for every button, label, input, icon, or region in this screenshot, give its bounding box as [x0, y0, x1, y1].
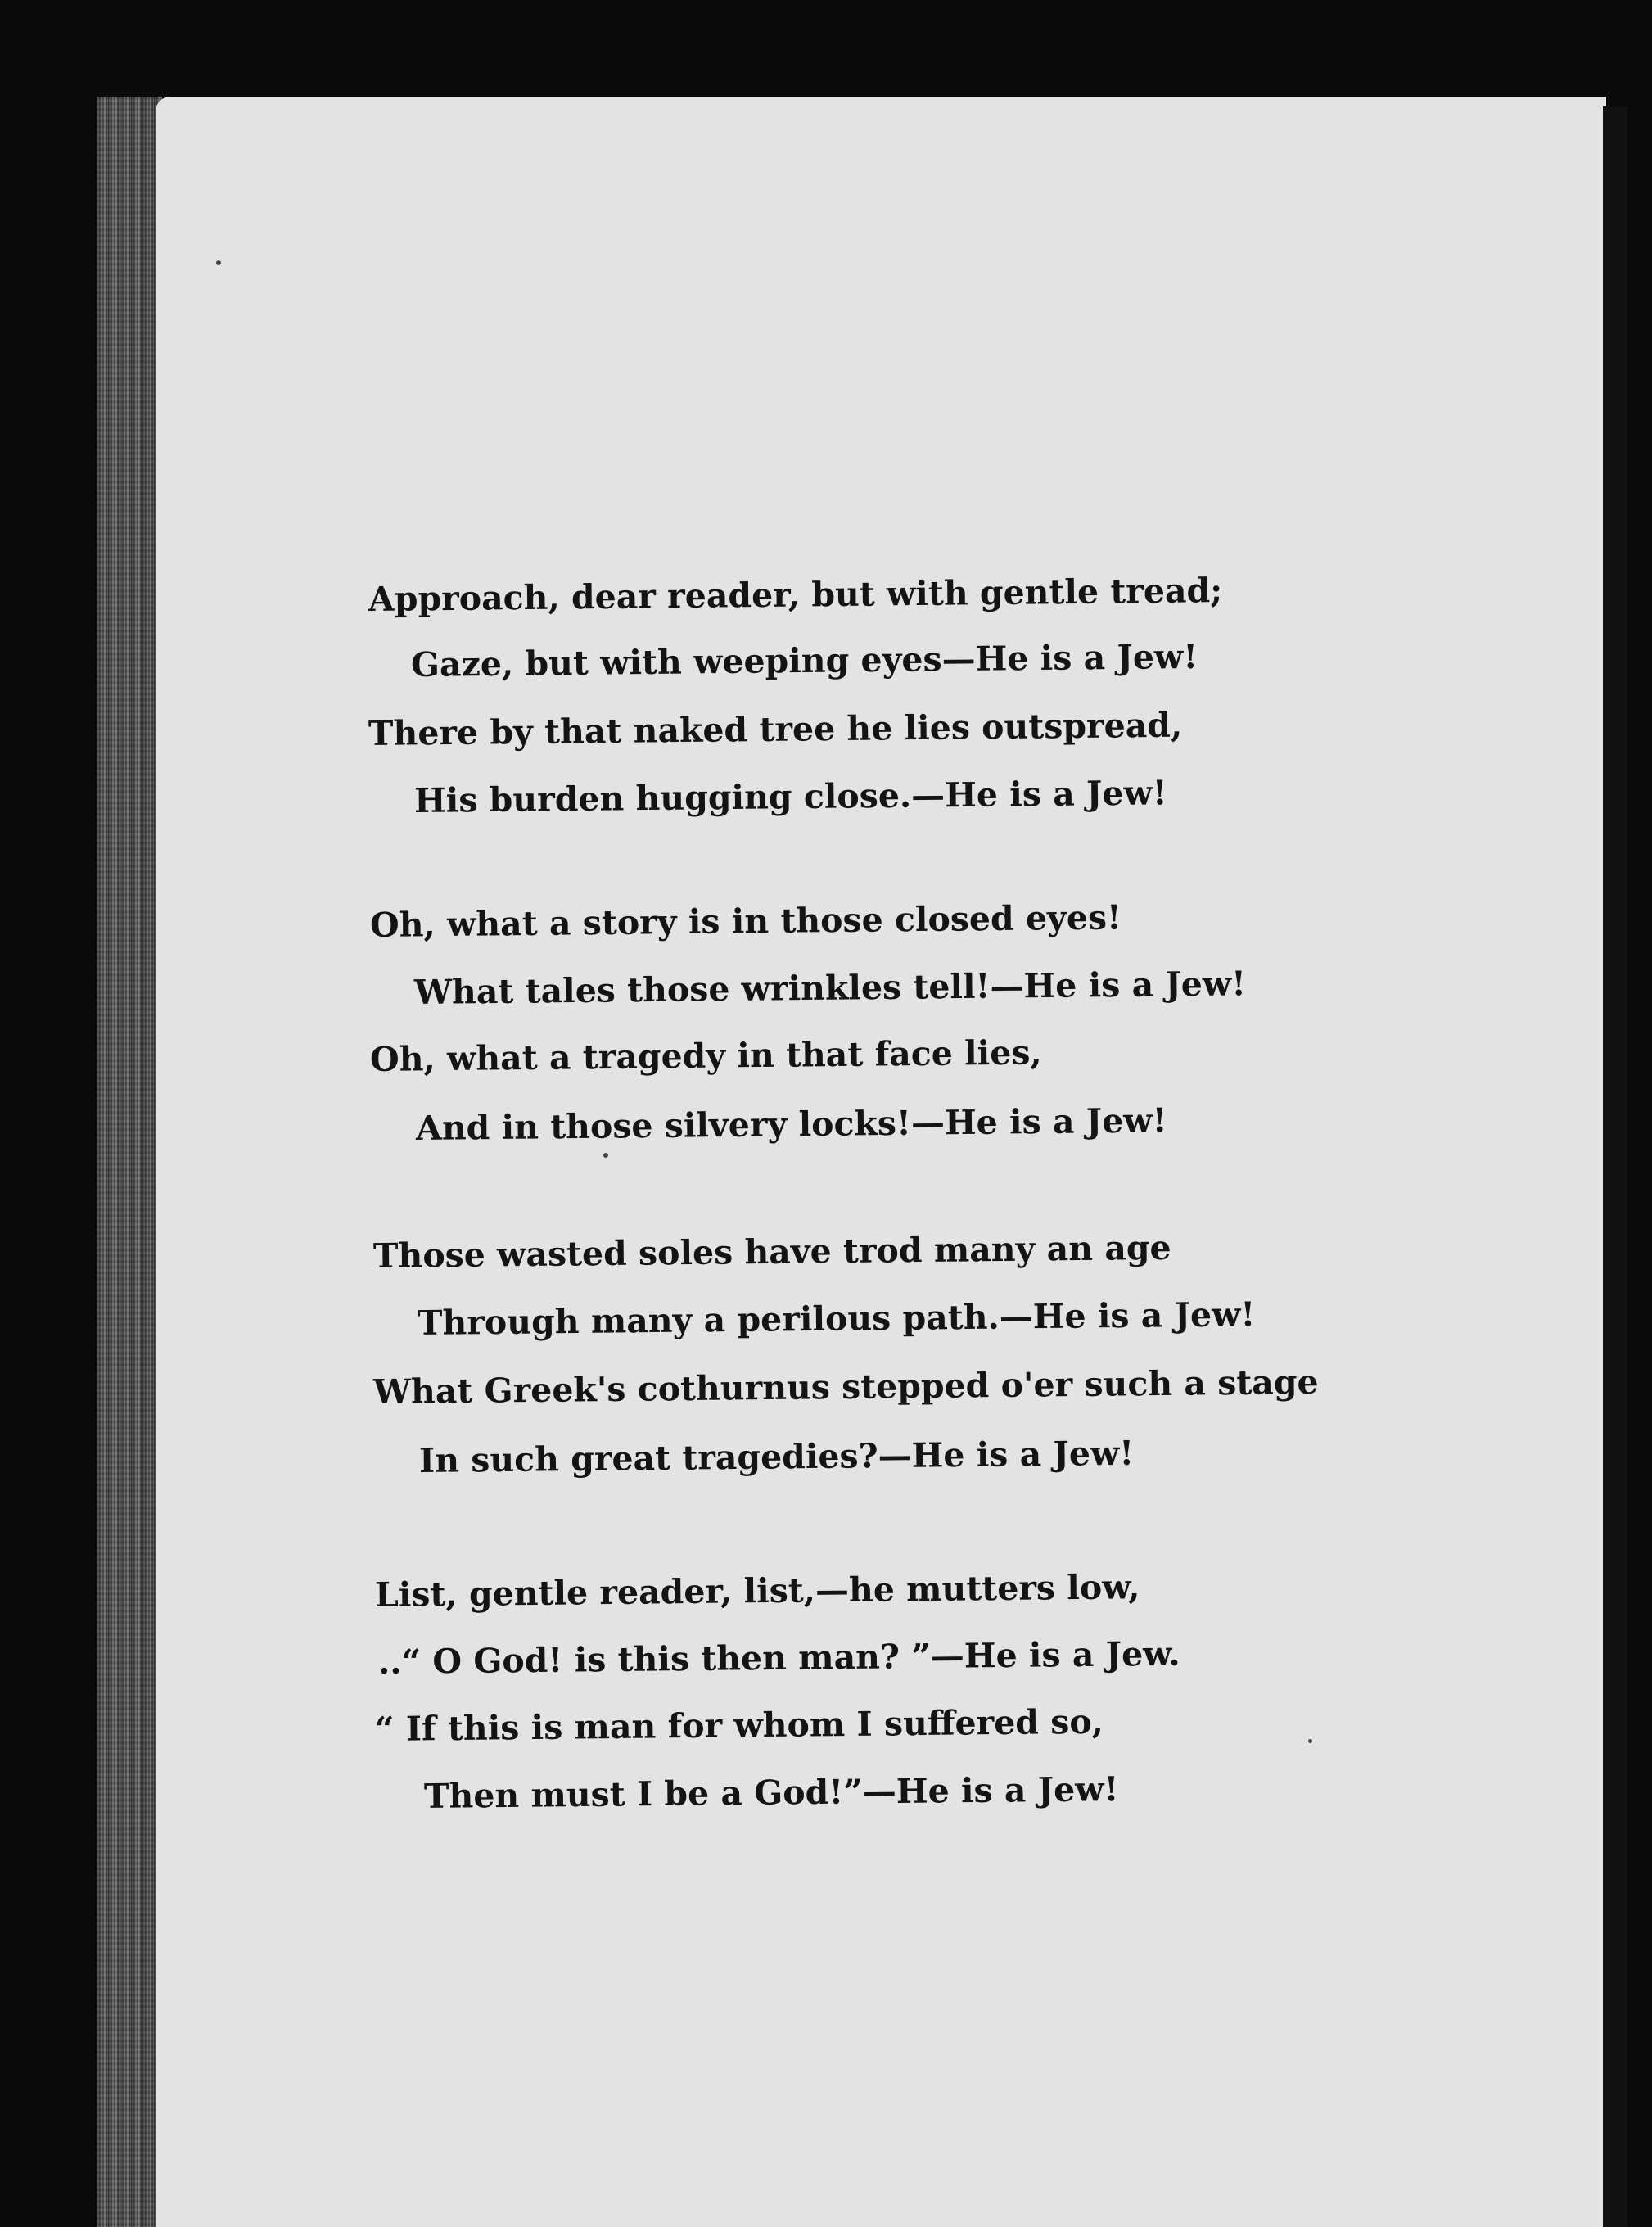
paper-speck [603, 1153, 608, 1158]
poem-line: Gaze, but with weeping eyes—He is a Jew! [410, 636, 1198, 684]
poem-line: Oh, what a tragedy in that face lies, [369, 1032, 1042, 1079]
poem-line: Oh, what a story is in those closed eyes! [369, 897, 1122, 945]
poem-line: What tales those wrinkles tell!—He is a Jew! [413, 964, 1247, 1012]
paper-speck [1308, 1739, 1312, 1743]
poem-line: What Greek's cothurnus stepped o'er such a stage [372, 1362, 1319, 1412]
poem-line: Approach, dear reader, but with gentle tread; [368, 571, 1223, 619]
poem-line: Those wasted soles have trod many an age [372, 1227, 1171, 1276]
poem-line: There by that naked tree he lies outspread, [368, 705, 1183, 753]
poem-line: His burden hugging close.—He is a Jew! [413, 773, 1168, 820]
poem-line: And in those silvery locks!—He is a Jew! [415, 1100, 1167, 1148]
poem-line: In such great tragedies?—He is a Jew! [418, 1433, 1135, 1480]
poem-line: List, gentle reader, list,—he mutters low, [374, 1567, 1140, 1615]
right-binding-shadow [1603, 106, 1627, 2227]
paper-speck [216, 260, 221, 265]
poem-line: ..“ O God! is this then man? ”—He is a Jew. [377, 1633, 1180, 1682]
book-page [156, 97, 1606, 2227]
page-edge-stack [97, 97, 162, 2227]
poem-line: “ If this is man for whom I suffered so, [374, 1701, 1104, 1749]
poem-line: Then must I be a God!”—He is a Jew! [423, 1769, 1119, 1816]
poem-line: Through many a perilous path.—He is a Jew! [417, 1294, 1256, 1343]
